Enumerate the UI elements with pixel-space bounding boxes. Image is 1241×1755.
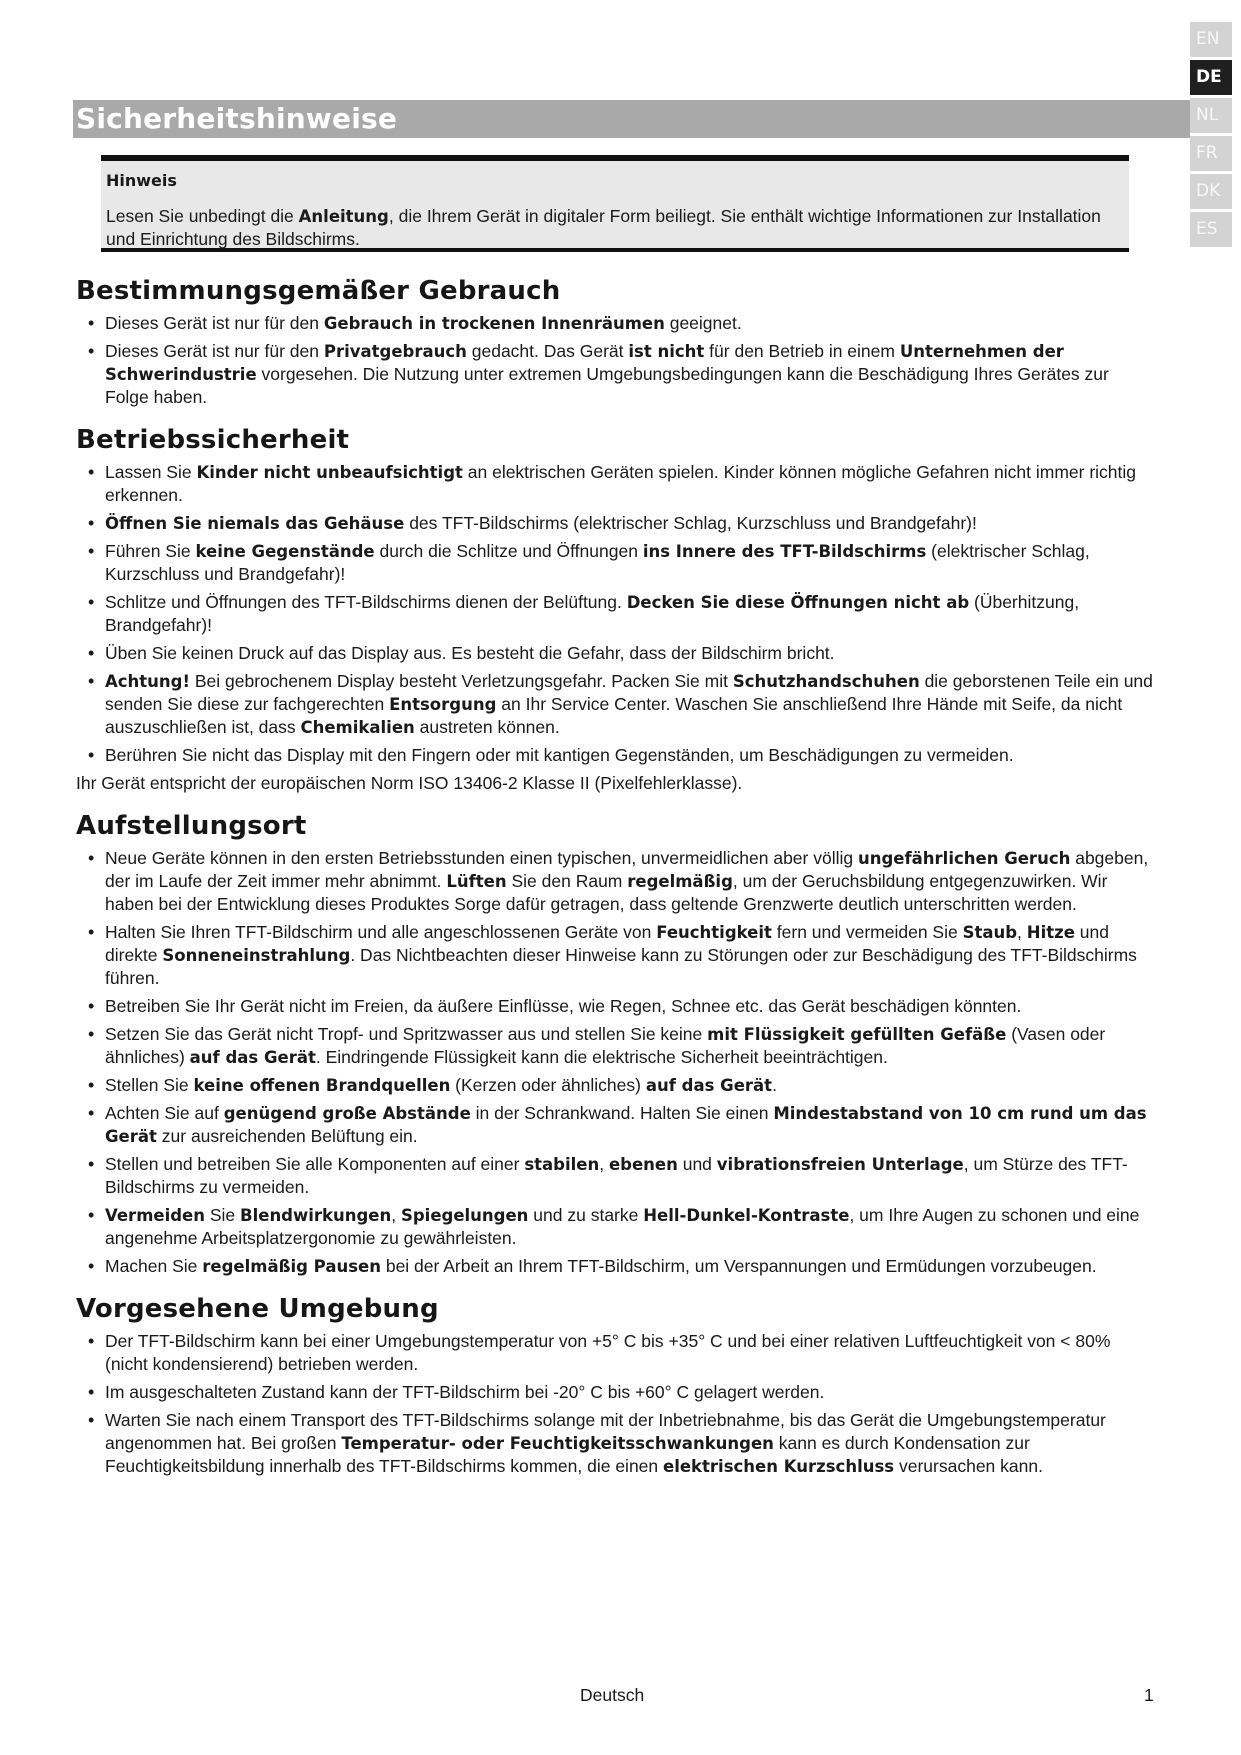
text-run: und xyxy=(677,1154,717,1174)
bullet-list xyxy=(73,1330,1153,1478)
bold-text: Schutzhandschuhen xyxy=(732,672,920,691)
text-run: Lassen Sie xyxy=(105,462,197,482)
text-run: Neue Geräte können in den ersten Betriebsstunden einen typischen, unvermeidlichen aber völlig xyxy=(105,848,858,868)
text-run: . Eindringende Flüssigkeit kann die elektrische Sicherheit beeinträchtigen. xyxy=(315,1047,888,1067)
list-item xyxy=(105,1330,1153,1376)
page-title: Sicherheitshinweise xyxy=(76,102,398,135)
bold-text: ist nicht xyxy=(628,342,705,361)
list-item xyxy=(105,1255,1153,1278)
bold-text: keine Gegenstände xyxy=(195,542,375,561)
text-run: Stellen Sie xyxy=(105,1075,194,1095)
bold-text: Spiegelungen xyxy=(400,1206,529,1225)
text-run: , um Ihre Augen zu schonen und eine angenehme Arbeitsplatzergonomie zu gewährleisten. xyxy=(105,1205,1140,1248)
bold-text: Chemikalien xyxy=(300,718,415,737)
bold-text: ins Innere des TFT-Bildschirms xyxy=(642,542,927,561)
text-run: und zu starke xyxy=(528,1205,644,1225)
sections-container xyxy=(73,260,1153,1483)
bold-text: auf das Gerät xyxy=(645,1076,773,1095)
text-run: zur ausreichenden Belüftung ein. xyxy=(156,1126,418,1146)
bold-text: regelmäßig xyxy=(627,872,733,891)
language-tab-de[interactable]: DE xyxy=(1190,60,1232,95)
bold-text: Blendwirkungen xyxy=(240,1206,392,1225)
language-tab-en[interactable]: EN xyxy=(1190,22,1232,57)
text-run: Dieses Gerät ist nur für den xyxy=(105,313,324,333)
list-item xyxy=(105,512,1153,535)
bold-text: Decken Sie diese Öffnungen nicht ab xyxy=(626,593,970,612)
list-item xyxy=(105,847,1153,916)
list-item xyxy=(105,461,1153,507)
text-run: für den Betrieb in einem xyxy=(704,341,900,361)
text-run: gedacht. Das Gerät xyxy=(466,341,629,361)
list-item xyxy=(105,1102,1153,1148)
bold-text: auf das Gerät xyxy=(189,1048,316,1067)
footer-language: Deutsch xyxy=(580,1685,645,1705)
text-run: in der Schrankwand. Halten Sie einen xyxy=(470,1103,774,1123)
text-run: verursachen kann. xyxy=(894,1456,1043,1476)
list-item xyxy=(105,1204,1153,1250)
text-run: Betreiben Sie Ihr Gerät nicht im Freien, da äußere Einflüsse, wie Regen, Schnee etc. das Gerät beschädigen könnten. xyxy=(105,996,1022,1016)
list-item xyxy=(105,1381,1153,1404)
section-heading: Aufstellungsort xyxy=(76,811,307,841)
bold-text: Mindestabstand von 10 cm rund um das Gerät xyxy=(105,1104,1147,1146)
page-number: 1 xyxy=(1144,1685,1154,1705)
bold-text: ebenen xyxy=(608,1155,678,1174)
bold-text: vibrationsfreien Unterlage xyxy=(716,1155,964,1174)
bold-text: ungefährlichen Geruch xyxy=(857,849,1071,868)
text-run: , um Stürze des TFT-Bildschirms zu vermeiden. xyxy=(105,1154,1128,1197)
bold-text: mit Flüssigkeit gefüllten Gefäße xyxy=(707,1025,1007,1044)
bold-text: Achtung! xyxy=(105,672,191,691)
text-run: (elektrischer Schlag, Kurzschluss und Brandgefahr)! xyxy=(105,541,1090,584)
bold-text: Feuchtigkeit xyxy=(656,923,772,942)
bold-text: Lüften xyxy=(446,872,507,891)
list-item xyxy=(105,1023,1153,1069)
list-item xyxy=(105,312,1153,335)
text-run: Üben Sie keinen Druck auf das Display aus. Es besteht die Gefahr, dass der Bildschirm bricht. xyxy=(105,643,835,663)
bold-text: Entsorgung xyxy=(389,695,497,714)
text-run: Lesen Sie unbedingt die xyxy=(106,206,299,226)
list-item xyxy=(105,1074,1153,1097)
bold-text: keine offenen Brandquellen xyxy=(193,1076,451,1095)
text-run: Berühren Sie nicht das Display mit den Fingern oder mit kantigen Gegenständen, um Beschädigungen zu vermeiden. xyxy=(105,745,1014,765)
language-tab-dk[interactable]: DK xyxy=(1190,174,1232,209)
text-run: Bei gebrochenem Display besteht Verletzungsgefahr. Packen Sie mit xyxy=(190,671,733,691)
text-run: austreten können. xyxy=(414,717,560,737)
text-run: geeignet. xyxy=(664,313,742,333)
title-bar xyxy=(73,100,1190,138)
text-run: Warten Sie nach einem Transport des TFT-Bildschirms solange mit der Inbetriebnahme, bis das Gerät die Umgebungstemperatur angenommen hat. Bei großen xyxy=(105,1410,1106,1453)
text-run: Achten Sie auf xyxy=(105,1103,224,1123)
section-heading: Bestimmungsgemäßer Gebrauch xyxy=(76,276,561,306)
bold-text: genügend große Abstände xyxy=(223,1104,471,1123)
bold-text: Vermeiden xyxy=(105,1206,205,1225)
bold-text: regelmäßig Pausen xyxy=(202,1257,381,1276)
bullet-list xyxy=(73,461,1153,767)
bold-text: Hell-Dunkel-Kontraste xyxy=(643,1206,850,1225)
text-run: bei der Arbeit an Ihrem TFT-Bildschirm, um Verspannungen und Ermüdungen vorzubeugen. xyxy=(380,1256,1097,1276)
bold-text: Privatgebrauch xyxy=(323,342,467,361)
text-run: , xyxy=(391,1205,401,1225)
language-tab-fr[interactable]: FR xyxy=(1190,136,1232,171)
text-run: durch die Schlitze und Öffnungen xyxy=(374,541,643,561)
text-run: (Überhitzung, Brandgefahr)! xyxy=(105,592,1080,635)
text-run: fern und vermeiden Sie xyxy=(771,922,963,942)
text-run: , xyxy=(1017,922,1027,942)
text-run: des TFT-Bildschirms (elektrischer Schlag, Kurzschluss und Brandgefahr)! xyxy=(404,513,977,533)
text-run: Machen Sie xyxy=(105,1256,203,1276)
list-item xyxy=(105,995,1153,1018)
text-run: , um der Geruchsbildung entgegenzuwirken. Wir haben bei der Entwicklung dieses Produktes Sorge dafür getragen, dass geltende Grenzwerte deutlich unterschritten werden. xyxy=(105,871,1108,914)
bold-text: Anleitung xyxy=(298,207,389,226)
bold-text: Staub xyxy=(962,923,1018,942)
text-run: Sie xyxy=(204,1205,241,1225)
text-run: an Ihr Service Center. Waschen Sie anschließend Ihre Hände mit Seife, da nicht auszuschließen ist, dass xyxy=(105,694,1123,737)
section-heading: Betriebssicherheit xyxy=(76,425,350,455)
bold-text: Gebrauch in trockenen Innenräumen xyxy=(323,314,665,333)
bold-text: Unternehmen der Schwerindustrie xyxy=(105,342,1064,384)
list-item xyxy=(105,540,1153,586)
text-run: (Vasen oder ähnliches) xyxy=(105,1024,1106,1067)
text-run: , xyxy=(599,1154,609,1174)
text-run: . xyxy=(772,1075,777,1095)
text-run: Schlitze und Öffnungen des TFT-Bildschirms dienen der Belüftung. xyxy=(105,592,627,612)
text-run: Setzen Sie das Gerät nicht Tropf- und Spritzwasser aus und stellen Sie keine xyxy=(105,1024,708,1044)
bold-text: stabilen xyxy=(524,1155,600,1174)
list-item xyxy=(105,591,1153,637)
text-run: Im ausgeschalteten Zustand kann der TFT-Bildschirm bei -20° C bis +60° C gelagert werden. xyxy=(105,1382,825,1402)
bold-text: Sonneneinstrahlung xyxy=(162,946,351,965)
text-run: abgeben, der im Laufe der Zeit immer mehr abnimmt. xyxy=(105,848,1149,891)
bold-text: Temperatur- oder Feuchtigkeitsschwankungen xyxy=(341,1434,774,1453)
text-run: Stellen und betreiben Sie alle Komponenten auf einer xyxy=(105,1154,525,1174)
list-item xyxy=(105,1153,1153,1199)
text-run: Führen Sie xyxy=(105,541,196,561)
list-item xyxy=(105,1409,1153,1478)
language-tab-es[interactable]: ES xyxy=(1190,212,1232,247)
section-heading: Vorgesehene Umgebung xyxy=(76,1294,439,1324)
list-item xyxy=(105,340,1153,409)
bullet-list xyxy=(73,312,1153,409)
text-run: Sie den Raum xyxy=(506,871,628,891)
bold-text: elektrischen Kurzschluss xyxy=(663,1457,895,1476)
text-run: Dieses Gerät ist nur für den xyxy=(105,341,324,361)
text-run: Der TFT-Bildschirm kann bei einer Umgebungstemperatur von +5° C bis +35° C und bei einer relativen Luftfeuchtigkeit von < 80% (nicht kondensierend) betrieben werden. xyxy=(105,1331,1111,1374)
bold-text: Kinder nicht unbeaufsichtigt xyxy=(196,463,463,482)
language-tabs xyxy=(1190,22,1232,250)
text-run: und direkte xyxy=(105,922,1109,965)
list-item xyxy=(105,670,1153,739)
text-run: an elektrischen Geräten spielen. Kinder können mögliche Gefahren nicht immer richtig erkennen. xyxy=(105,462,1137,505)
note-box xyxy=(101,155,1129,252)
text-run: vorgesehen. Die Nutzung unter extremen Umgebungsbedingungen kann die Beschädigung Ihres Gerätes zur Folge haben. xyxy=(105,364,1109,407)
bold-text: Hitze xyxy=(1026,923,1075,942)
text-run: die geborstenen Teile ein und senden Sie diese zur fachgerechten xyxy=(105,671,1153,714)
text-run: . Das Nichtbeachten dieser Hinweise kann zu Störungen oder zur Beschädigung des TFT-Bildschirms führen. xyxy=(105,945,1137,988)
bullet-list xyxy=(73,847,1153,1278)
list-item xyxy=(105,744,1153,767)
text-run: (Kerzen oder ähnliches) xyxy=(450,1075,646,1095)
text-run: Halten Sie Ihren TFT-Bildschirm und alle angeschlossenen Geräte von xyxy=(105,922,657,942)
paragraph: Ihr Gerät entspricht der europäischen Norm ISO 13406-2 Klasse II (Pixelfehlerklasse). xyxy=(76,773,743,793)
text-run: kann es durch Kondensation zur Feuchtigkeitsbildung innerhalb des TFT-Bildschirms kommen, die einen xyxy=(105,1433,1030,1476)
text-run: , die Ihrem Gerät in digitaler Form beiliegt. Sie enthält wichtige Informationen zur Installation und Einrichtung des Bildschirms. xyxy=(106,206,1101,249)
note-text xyxy=(106,205,1124,250)
list-item xyxy=(105,642,1153,665)
list-item xyxy=(105,921,1153,990)
bold-text: Öffnen Sie niemals das Gehäuse xyxy=(105,514,405,533)
note-title: Hinweis xyxy=(106,171,177,190)
language-tab-nl[interactable]: NL xyxy=(1190,98,1232,133)
